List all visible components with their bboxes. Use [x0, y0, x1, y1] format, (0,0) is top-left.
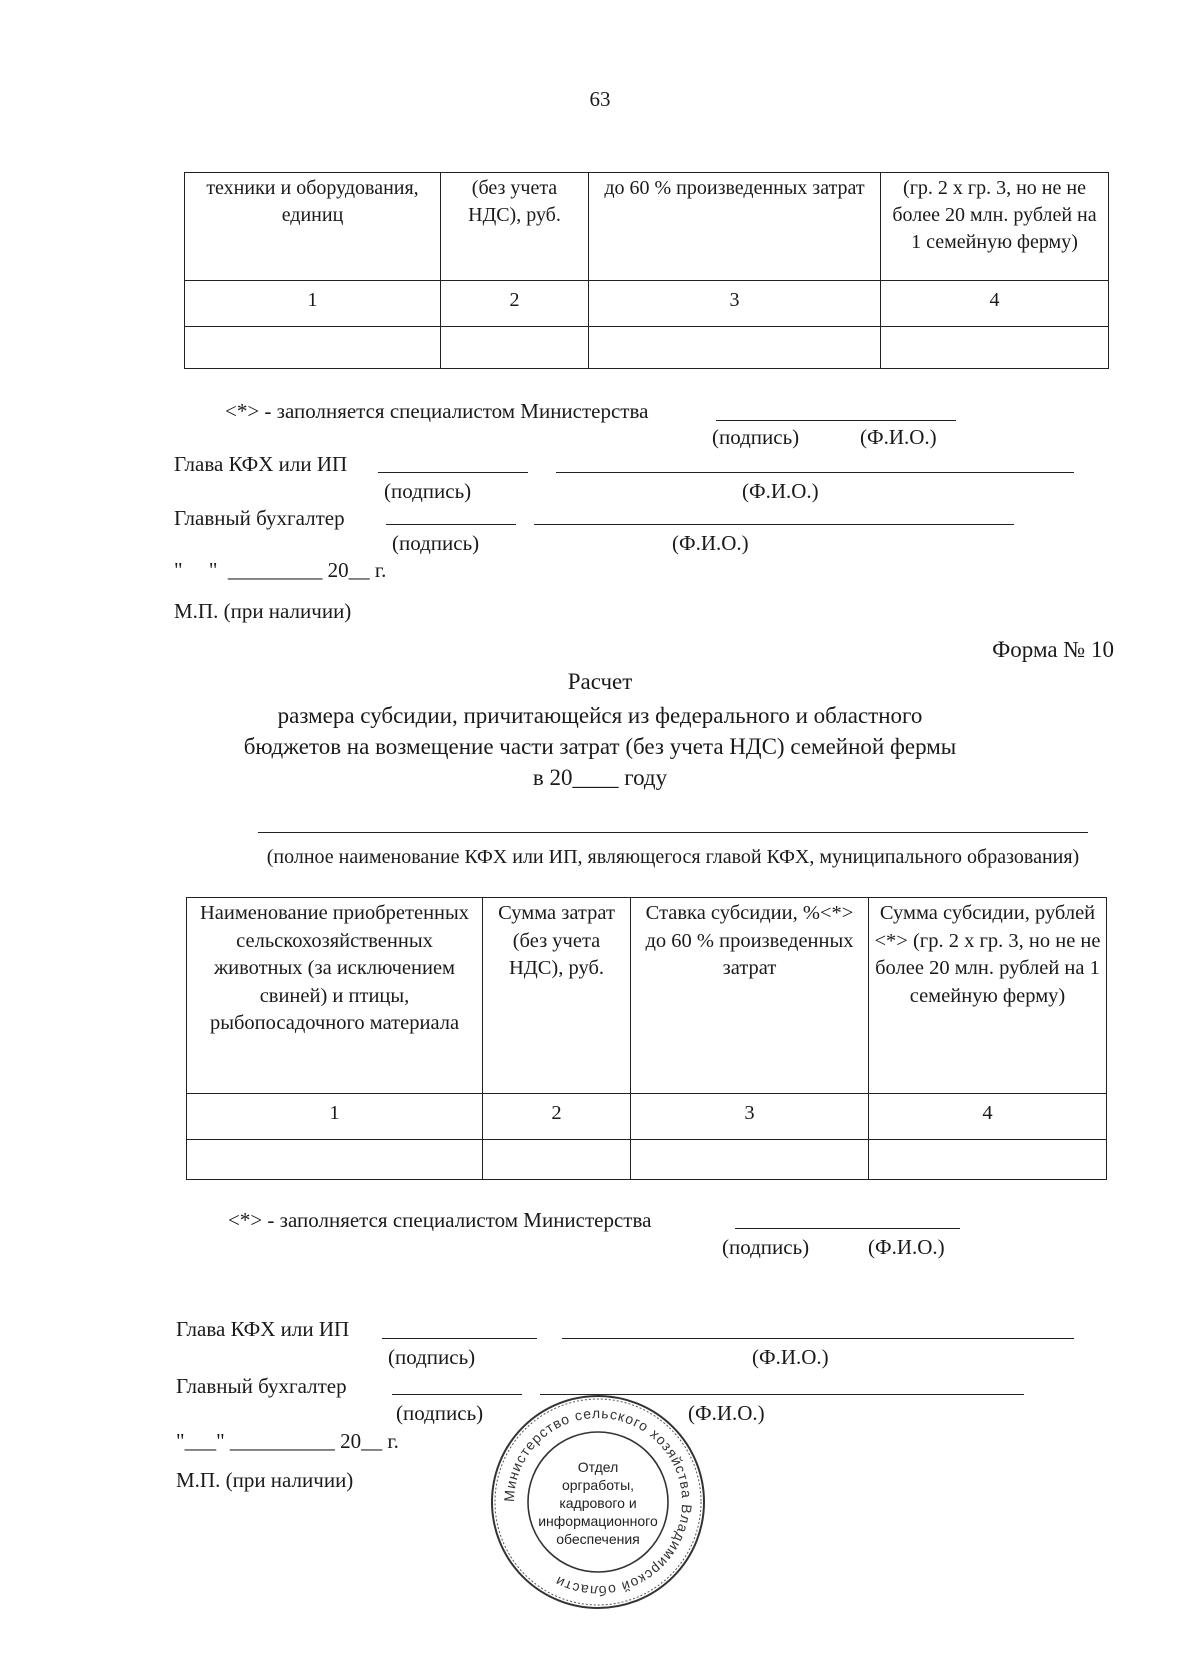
form-title: Расчет	[567, 669, 633, 694]
table-header-cell: до 60 % произведенных затрат	[589, 173, 881, 281]
table-continuation	[184, 172, 1109, 369]
column-number: 4	[881, 281, 1109, 327]
table-header-row	[185, 173, 1109, 281]
column-number: 2	[483, 1094, 631, 1140]
table-header-cell: Наименование приобретенных сельскохозяйственных животных (за исключением свиней) и птицы, рыбопосадочного материала	[187, 898, 483, 1094]
table-cell	[631, 1140, 869, 1180]
svg-text:информационного: информационного	[538, 1513, 658, 1529]
table-cell	[881, 327, 1109, 369]
head-fio-line	[556, 472, 1074, 473]
svg-text:кадрового и: кадрового и	[559, 1495, 637, 1511]
fio-caption: (Ф.И.О.)	[672, 531, 749, 555]
fio-caption: (Ф.И.О.)	[868, 1235, 945, 1259]
seal-place: М.П. (при наличии)	[176, 1468, 354, 1492]
head-label: Глава КФХ или ИП	[174, 452, 348, 476]
column-number: 1	[185, 281, 441, 327]
svg-text:Отдел: Отдел	[577, 1459, 619, 1475]
table-header-cell: техники и оборудования, единиц	[185, 173, 441, 281]
official-stamp	[488, 1392, 708, 1612]
table-header-cell: (гр. 2 х гр. 3, но не не более 20 млн. рублей на 1 семейную ферму)	[881, 173, 1109, 281]
table-cell	[483, 1140, 631, 1180]
stamp-seal-icon	[488, 1392, 708, 1612]
ministry-note: <*> - заполняется специалистом Министерства	[225, 399, 649, 423]
column-number: 4	[869, 1094, 1107, 1140]
table-header-cell: (без учета НДС), руб.	[441, 173, 589, 281]
fio-caption: (Ф.И.О.)	[742, 479, 819, 503]
column-number: 1	[187, 1094, 483, 1140]
table-empty-row	[185, 327, 1109, 369]
head-fio-line	[562, 1338, 1074, 1339]
table-cell	[187, 1140, 483, 1180]
page-number: 63	[589, 87, 611, 111]
signature-caption: (подпись)	[384, 479, 472, 503]
svg-text:Министерство сельского хозяйст: Министерство сельского хозяйства Владимирской области	[500, 1404, 696, 1600]
table-header-cell: Ставка субсидии, %<*> до 60 % произведенных затрат	[631, 898, 869, 1094]
svg-text:обеспечения: обеспечения	[556, 1531, 640, 1547]
accountant-signature-line	[386, 524, 516, 525]
ministry-signature-line	[716, 420, 956, 421]
signature-caption: (подпись)	[388, 1345, 476, 1369]
form-subtitle: бюджетов на возмещение части затрат (без учета НДС) семейной фермы	[243, 734, 957, 759]
form-number: Форма № 10	[992, 637, 1114, 662]
signature-caption: (подпись)	[722, 1235, 810, 1259]
table-cell	[589, 327, 881, 369]
signature-caption: (подпись)	[392, 531, 480, 555]
form-subtitle: размера субсидии, причитающейся из федерального и областного	[277, 703, 923, 728]
date-field: " " _________ 20__ г.	[174, 558, 387, 582]
date-field: "___" __________ 20__ г.	[176, 1429, 399, 1453]
form-year: в 20____ году	[532, 765, 668, 790]
column-number: 3	[589, 281, 881, 327]
name-caption: (полное наименование КФХ или ИП, являющегося главой КФХ, муниципального образования)	[266, 846, 1080, 868]
ministry-signature-line	[735, 1228, 960, 1229]
table-empty-row	[187, 1140, 1107, 1180]
subsidy-table	[186, 897, 1107, 1180]
head-label: Глава КФХ или ИП	[176, 1317, 350, 1341]
seal-place: М.П. (при наличии)	[174, 599, 352, 623]
accountant-fio-line	[534, 524, 1014, 525]
ministry-note: <*> - заполняется специалистом Министерства	[228, 1208, 652, 1232]
signature-caption: (подпись)	[396, 1401, 484, 1425]
column-number: 3	[631, 1094, 869, 1140]
table-number-row	[185, 281, 1109, 327]
head-signature-line	[382, 1338, 537, 1339]
table-number-row	[187, 1094, 1107, 1140]
svg-text:оргработы,: оргработы,	[561, 1477, 635, 1493]
table-header-row	[187, 898, 1107, 1094]
table-header-cell: Сумма затрат (без учета НДС), руб.	[483, 898, 631, 1094]
accountant-label: Главный бухгалтер	[174, 506, 345, 530]
table-cell	[185, 327, 441, 369]
name-line	[258, 832, 1088, 833]
table-header-cell: Сумма субсидии, рублей <*> (гр. 2 х гр. 3, но не не более 20 млн. рублей на 1 семейную ферму)	[869, 898, 1107, 1094]
fio-caption: (Ф.И.О.)	[860, 425, 937, 449]
accountant-label: Главный бухгалтер	[176, 1374, 347, 1398]
table-cell	[441, 327, 589, 369]
table-cell	[869, 1140, 1107, 1180]
fio-caption: (Ф.И.О.)	[752, 1345, 829, 1369]
head-signature-line	[378, 472, 528, 473]
column-number: 2	[441, 281, 589, 327]
fio-caption: (Ф.И.О.)	[688, 1401, 765, 1425]
signature-caption: (подпись)	[712, 425, 800, 449]
